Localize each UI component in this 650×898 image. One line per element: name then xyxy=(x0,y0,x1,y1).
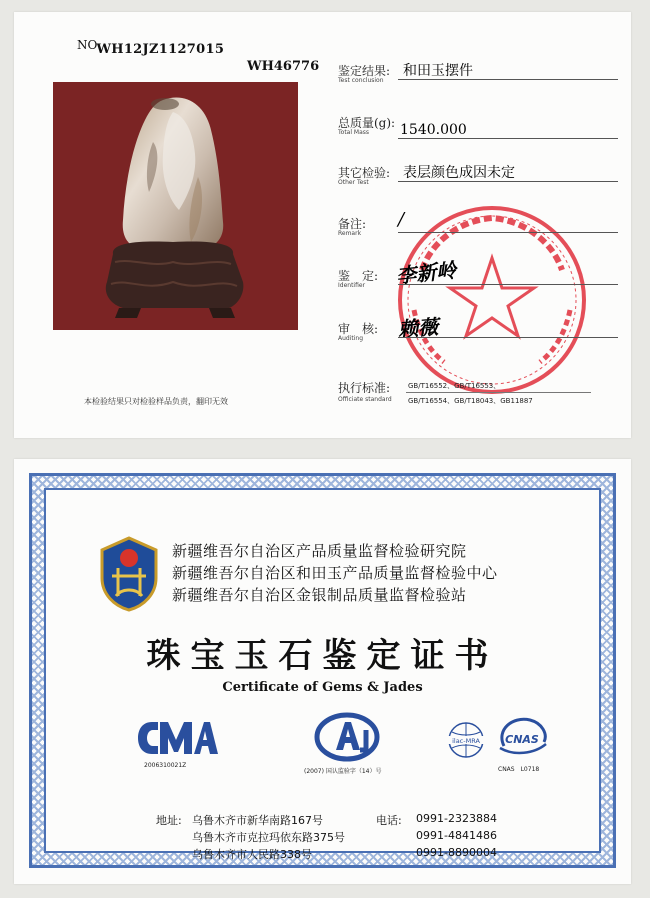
test-report-card xyxy=(14,12,631,438)
cnas-logo-icon xyxy=(494,716,550,762)
ilac-mra-logo-icon xyxy=(442,720,490,760)
remark-label: 备注: xyxy=(338,217,367,231)
institution-name-2: 新疆维吾尔自治区和田玉产品质量监督检验中心 xyxy=(172,564,498,582)
phone-2: 0991-4841486 xyxy=(416,829,497,842)
test-conclusion-sublabel: Test conclusion xyxy=(338,77,384,84)
identifier-sublabel: Identifier xyxy=(338,282,366,289)
standard-sublabel: Officiate standard xyxy=(338,396,392,403)
inspection-emblem-icon xyxy=(98,536,160,612)
phone-1: 0991-2323884 xyxy=(416,812,497,825)
auditing-signature: 赖薇 xyxy=(397,314,439,342)
total-mass-sublabel: Total Mass xyxy=(338,129,370,136)
total-mass-label: 总质量(g): xyxy=(338,116,396,130)
address-label: 地址: xyxy=(156,814,182,827)
official-seal-stamp xyxy=(392,200,592,400)
certificate-number-secondary: WH46776 xyxy=(247,59,320,74)
certificate-title-english: Certificate of Gems & Jades xyxy=(222,680,423,695)
number-label: NO xyxy=(77,38,98,52)
institution-name-1: 新疆维吾尔自治区产品质量监督检验研究院 xyxy=(172,542,467,560)
other-test-sublabel: Other Test xyxy=(338,179,369,186)
auditing-label: 审 核: xyxy=(338,322,379,336)
cal-logo-icon xyxy=(314,712,380,762)
test-conclusion-label: 鉴定结果: xyxy=(338,64,391,78)
cma-caption: 2006310021Z xyxy=(144,762,187,769)
cal-caption: (2007) 国认监验字（14）号 xyxy=(304,768,382,775)
standard-line-1: GB/T16552、GB/T16553、 xyxy=(408,382,501,390)
standard-label: 执行标准: xyxy=(338,381,391,395)
identifier-signature: 李新岭 xyxy=(395,257,458,289)
disclaimer-note: 本检验结果只对检验样品负责，翻印无效 xyxy=(84,397,228,406)
institution-name-3: 新疆维吾尔自治区金银制品质量监督检验站 xyxy=(172,586,467,604)
address-3: 乌鲁木齐市人民路338号 xyxy=(192,848,312,861)
identifier-label: 鉴 定: xyxy=(338,269,379,283)
standard-line-2: GB/T16554、GB/T18043、GB11887 xyxy=(408,397,533,405)
certificate-title: 珠宝玉石鉴定证书 xyxy=(146,636,499,676)
ilac-mra-text: ilac-MRA xyxy=(452,737,480,745)
remark-sublabel: Remark xyxy=(338,230,362,237)
cma-logo-icon xyxy=(138,718,218,758)
decorative-border xyxy=(29,473,616,868)
certificate-number-line xyxy=(77,38,225,57)
address-1: 乌鲁木齐市新华南路167号 xyxy=(192,814,323,827)
remark-value: / xyxy=(398,209,405,230)
jade-sample-photo xyxy=(53,82,298,330)
certificate-cover-card xyxy=(14,459,631,884)
total-mass-value: 1540.000 xyxy=(400,122,467,138)
auditing-sublabel: Auditing xyxy=(338,335,364,342)
address-2: 乌鲁木齐市克拉玛依东路375号 xyxy=(192,831,345,844)
phone-3: 0991-8890004 xyxy=(416,846,497,859)
cnas-caption: CNAS L0718 xyxy=(498,766,540,773)
cnas-text: CNAS xyxy=(505,733,539,746)
certificate-body xyxy=(44,488,601,861)
other-test-label: 其它检验: xyxy=(338,166,391,180)
other-test-value: 表层颜色成因未定 xyxy=(403,165,515,181)
test-conclusion-value: 和田玉摆件 xyxy=(403,63,473,79)
certificate-number: WH12JZ1127015 xyxy=(96,42,225,57)
phone-label: 电话: xyxy=(376,814,402,827)
